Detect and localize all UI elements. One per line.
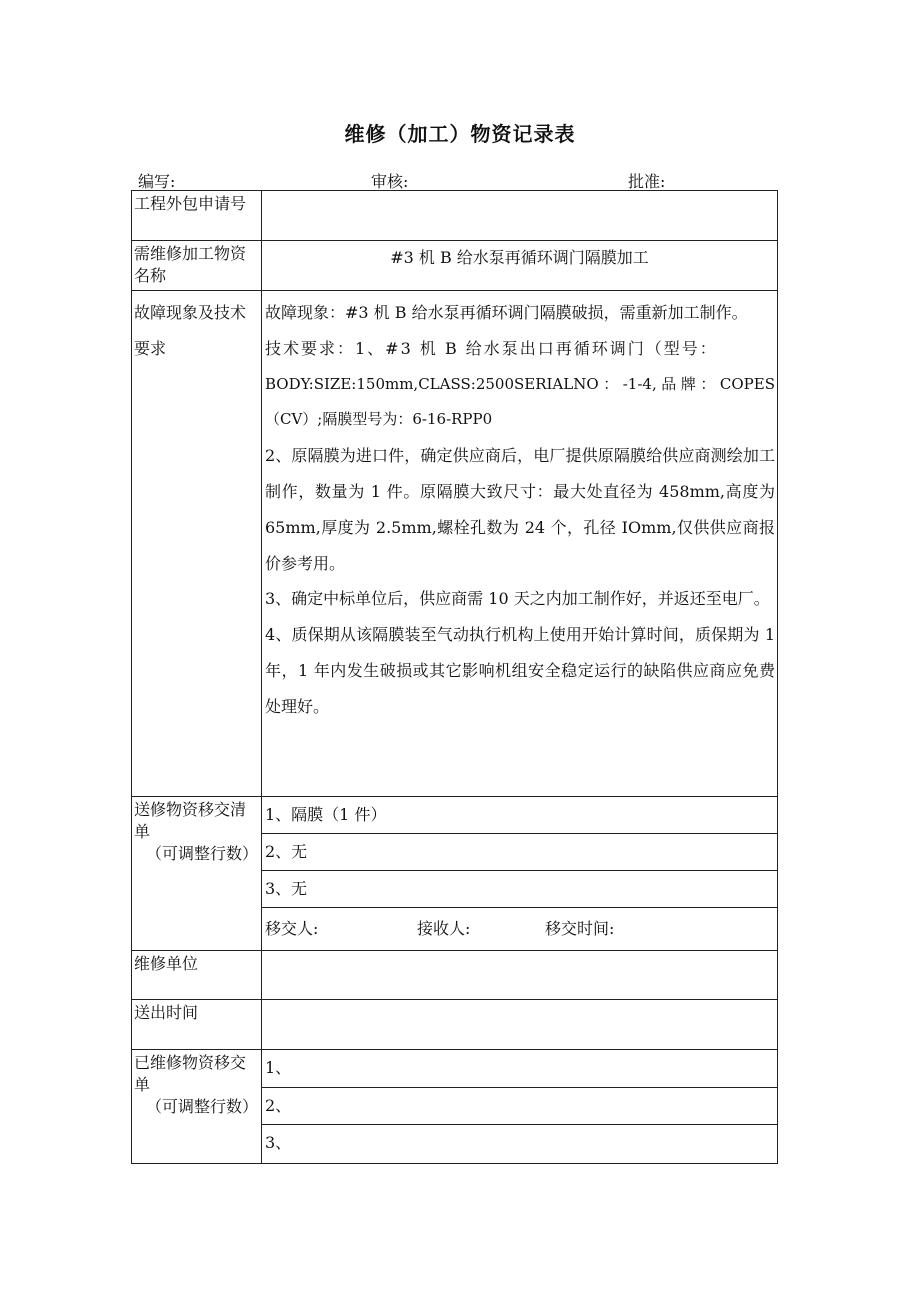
row-repaired-item-1: [132, 1050, 778, 1088]
repaired-item-1[interactable]: 1、: [262, 1050, 778, 1088]
label-material-name: 需维修加工物资名称: [132, 241, 262, 291]
label-sent-items-note: （可调整行数）: [146, 844, 259, 863]
fault-paragraph-6: 4、质保期从该隔膜装至气动执行机构上使用开始计算时间，质保期为 1 年，1 年内发生破损或其它影响机组安全稳定运行的缺陷供应商应免费处理好。: [265, 625, 775, 716]
sent-item-2[interactable]: 2、无: [262, 834, 778, 871]
value-outsourcing[interactable]: [262, 191, 778, 241]
reviewer-label: 审核:: [371, 172, 409, 191]
label-repaired-items: [132, 1050, 262, 1164]
handover-time: 移交时间:: [545, 919, 615, 938]
fault-paragraph-5: 3、确定中标单位后，供应商需 10 天之内加工制作好，并返还至电厂。: [265, 589, 770, 609]
handover-giver: 移交人:: [265, 919, 319, 938]
value-fault[interactable]: [262, 291, 778, 797]
fault-paragraph-1: 故障现象：#3 机 B 给水泵再循环调门隔膜破损，需重新加工制作。: [265, 303, 748, 322]
row-sent-item-1: [132, 797, 778, 834]
label-send-time: 送出时间: [132, 1000, 262, 1050]
label-sent-items-text: 送修物资移交清单: [134, 800, 247, 841]
value-send-time[interactable]: [262, 1000, 778, 1050]
repaired-item-2[interactable]: 2、: [262, 1088, 778, 1125]
row-fault: [132, 291, 778, 797]
page-title: 维修（加工）物资记录表: [344, 122, 576, 146]
row-outsourcing: [132, 191, 778, 241]
label-outsourcing: 工程外包申请号: [132, 191, 262, 241]
value-material-name[interactable]: #3 机 B 给水泵再循环调门隔膜加工: [262, 241, 778, 291]
writer-label: 编写:: [138, 172, 176, 191]
fault-paragraph-4: 2、原隔膜为进口件，确定供应商后，电厂提供原隔膜给供应商测绘加工制作，数量为 1 件。原隔膜大致尺寸：最大处直径为 458mm,高度为 65mm,厚度为 2.5mm,螺栓孔数为 24 个，孔径 IOmm,仅供供应商报价参考用。: [265, 446, 775, 573]
label-fault: 故障现象及技术要求: [132, 291, 262, 797]
row-repair-unit: [132, 951, 778, 1000]
record-table: [131, 190, 778, 1164]
row-send-time: [132, 1000, 778, 1050]
row-material-name: [132, 241, 778, 291]
handover-cell[interactable]: [262, 908, 778, 951]
fault-paragraph-3: BODY:SIZE:150mm,CLASS:2500SERIALNO：-1-4,品牌：COPES（CV）;隔膜型号为：6-16-RPP0: [265, 374, 775, 429]
label-repair-unit: 维修单位: [132, 951, 262, 1000]
label-repaired-items-text: 已维修物资移交单: [134, 1053, 247, 1094]
approver-label: 批准:: [628, 172, 666, 191]
repaired-item-3[interactable]: 3、: [262, 1125, 778, 1164]
sent-item-3[interactable]: 3、无: [262, 871, 778, 908]
value-repair-unit[interactable]: [262, 951, 778, 1000]
sent-item-1[interactable]: 1、隔膜（1 件）: [262, 797, 778, 834]
handover-receiver: 接收人:: [417, 919, 471, 938]
label-sent-items: [132, 797, 262, 951]
label-repaired-items-note: （可调整行数）: [146, 1097, 259, 1116]
fault-paragraph-2: 技术要求：1、#3 机 B 给水泵出口再循环调门（型号：: [265, 338, 718, 358]
